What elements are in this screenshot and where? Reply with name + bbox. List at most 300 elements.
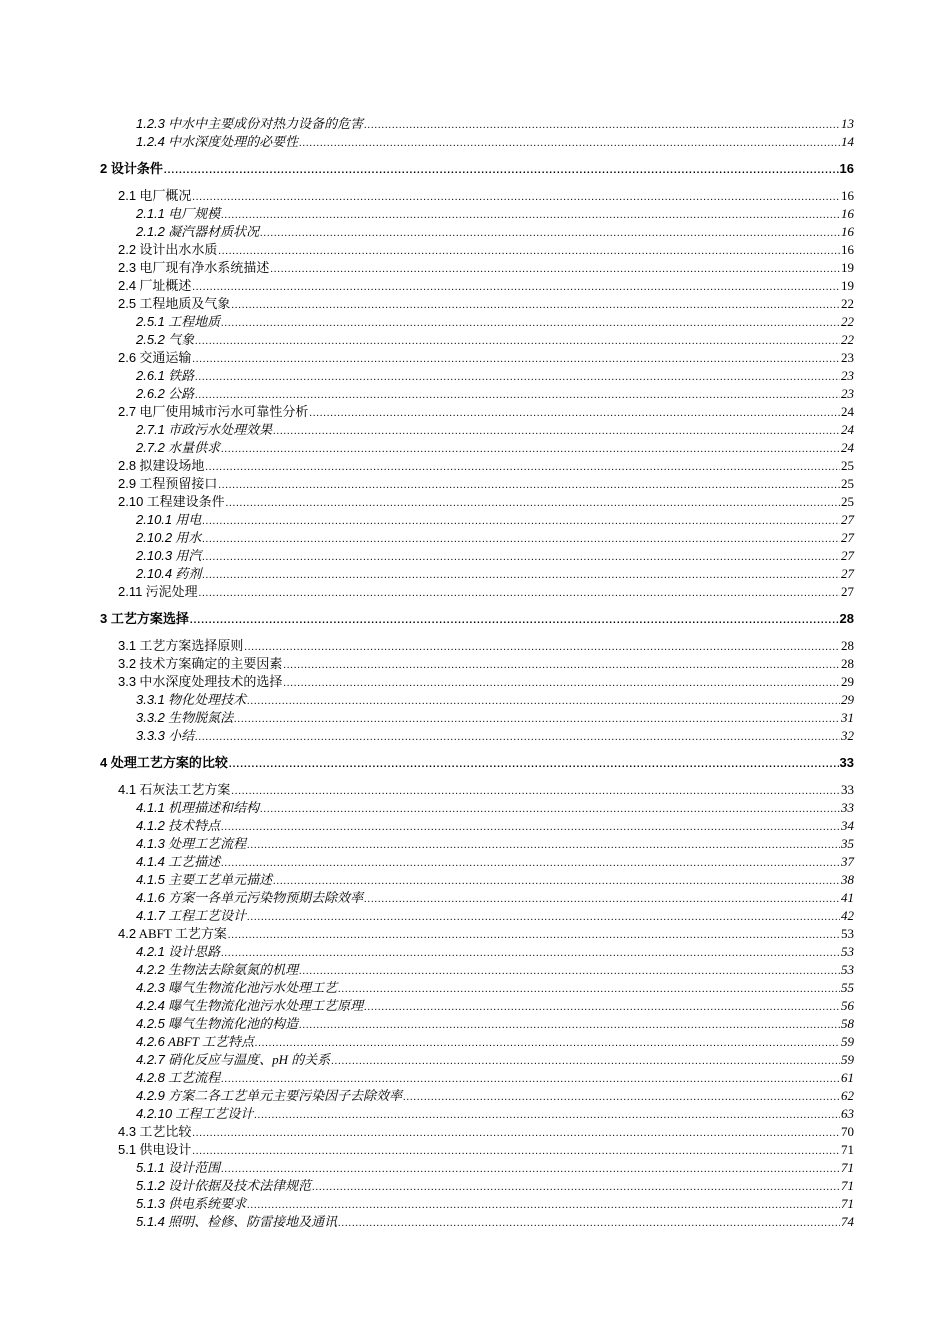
dot-leader — [312, 1177, 840, 1197]
toc-entry-number: 2.1.2 — [136, 224, 165, 239]
toc-entry-number: 4.1.2 — [136, 818, 165, 833]
toc-entry-title: 照明、检修、防雷接地及通讯 — [168, 1214, 338, 1229]
toc-entry[interactable] — [100, 295, 854, 313]
toc-entry-page-number: 19 — [841, 260, 854, 275]
dot-leader — [247, 691, 840, 711]
toc-entry-label — [136, 979, 337, 997]
toc-entry-label — [136, 1195, 246, 1213]
toc-entry-title: 用水 — [175, 530, 202, 545]
toc-entry-page-number: 59 — [841, 1052, 854, 1067]
toc-entry-number: 4.2.8 — [136, 1070, 165, 1085]
toc-entry-page-number: 28 — [841, 638, 854, 653]
toc-entry-label — [118, 277, 191, 295]
toc-entry-title: 处理工艺流程 — [168, 836, 247, 851]
toc-entry-page-number: 37 — [841, 854, 854, 869]
toc-entry-number: 2.2 — [118, 242, 137, 257]
dot-leader — [218, 475, 840, 495]
toc-entry[interactable] — [100, 979, 854, 997]
dot-leader — [205, 457, 840, 477]
toc-entry-number: 4.2.3 — [136, 980, 165, 995]
toc-entry-title: 工艺流程 — [168, 1070, 221, 1085]
toc-entry-title: 工艺描述 — [168, 854, 221, 869]
toc-entry[interactable] — [100, 655, 854, 673]
toc-entry-label — [118, 241, 217, 259]
toc-entry-page-number: 28 — [841, 656, 854, 671]
toc-entry-title: 工艺方案选择原则 — [139, 638, 244, 653]
toc-entry-label — [136, 205, 220, 223]
dot-leader — [164, 160, 839, 180]
toc-entry-label — [136, 1051, 330, 1069]
toc-entry-number: 3.3 — [118, 674, 137, 689]
toc-entry[interactable] — [100, 781, 854, 799]
toc-entry-page-number: 58 — [841, 1016, 854, 1031]
toc-entry-number: 5.1.4 — [136, 1214, 165, 1229]
toc-entry-label — [136, 133, 298, 151]
toc-entry-title: 小结 — [168, 728, 195, 743]
toc-entry-title: 工程建设条件 — [146, 494, 225, 509]
dot-leader — [364, 115, 840, 135]
toc-entry[interactable] — [100, 565, 854, 583]
toc-entry-number: 2.1 — [118, 188, 137, 203]
toc-entry-number: 4.2.7 — [136, 1052, 165, 1067]
toc-entry[interactable] — [100, 583, 854, 601]
dot-leader — [195, 727, 840, 747]
toc-entry[interactable] — [100, 421, 854, 439]
toc-entry-label — [136, 1177, 311, 1195]
toc-entry-label — [136, 511, 201, 529]
toc-entry[interactable] — [100, 1213, 854, 1231]
toc-entry[interactable] — [100, 889, 854, 907]
toc-entry-label — [136, 961, 298, 979]
toc-entry-title: 污泥处理 — [145, 584, 198, 599]
toc-entry-page-number: 33 — [841, 800, 854, 815]
toc-entry-page-number: 55 — [841, 980, 854, 995]
toc-entry-number: 4.3 — [118, 1124, 137, 1139]
dot-leader — [247, 835, 840, 855]
toc-entry[interactable] — [100, 1033, 854, 1051]
toc-entry[interactable] — [100, 997, 854, 1015]
toc-entry-title: 设计依据及技术法律规范 — [168, 1178, 312, 1193]
dot-leader — [192, 1141, 840, 1161]
toc-entry[interactable] — [100, 547, 854, 565]
toc-entry-title: 技术方案确定的主要因素 — [139, 656, 283, 671]
toc-entry-number: 2.5 — [118, 296, 137, 311]
dot-leader — [228, 925, 840, 945]
toc-entry[interactable] — [100, 925, 854, 943]
toc-entry-page-number: 29 — [841, 692, 854, 707]
toc-entry-page-number: 53 — [841, 926, 854, 941]
toc-entry-title: 设计范围 — [168, 1160, 221, 1175]
toc-entry-number: 2.10 — [118, 494, 144, 509]
toc-entry-label — [136, 547, 201, 565]
toc-entry-label — [136, 439, 220, 457]
dot-leader — [231, 295, 840, 315]
toc-entry-title: 电厂规模 — [168, 206, 221, 221]
toc-entry-title: 铁路 — [168, 368, 195, 383]
toc-entry-page-number: 29 — [841, 674, 854, 689]
toc-entry-label — [118, 295, 230, 313]
toc-entry-label — [136, 529, 201, 547]
toc-entry[interactable] — [100, 853, 854, 871]
dot-leader — [331, 1051, 840, 1071]
toc-entry[interactable] — [100, 403, 854, 421]
toc-entry-title: 生物法去除氨氮的机理 — [168, 962, 299, 977]
dot-leader — [221, 817, 840, 837]
toc-entry-title: 工艺比较 — [139, 1124, 192, 1139]
toc-entry-number: 2.9 — [118, 476, 137, 491]
dot-leader — [221, 853, 840, 873]
toc-entry-page-number: 25 — [841, 476, 854, 491]
dot-leader — [283, 673, 840, 693]
toc-entry[interactable] — [100, 205, 854, 223]
toc-entry-page-number: 27 — [841, 584, 854, 599]
toc-entry-label — [136, 835, 246, 853]
toc-entry-label — [118, 583, 198, 601]
toc-entry-number: 2.6 — [118, 350, 137, 365]
dot-leader — [190, 610, 839, 630]
toc-entry-page-number: 41 — [841, 890, 854, 905]
toc-entry-number: 4.1.7 — [136, 908, 165, 923]
toc-entry-label — [100, 754, 228, 772]
toc-entry[interactable] — [100, 367, 854, 385]
toc-entry-label — [136, 421, 272, 439]
toc-entry-label — [136, 709, 233, 727]
toc-entry-number: 4.2.4 — [136, 998, 165, 1013]
toc-entry-number: 2.6.2 — [136, 386, 165, 401]
toc-entry-title: 设计出水水质 — [139, 242, 218, 257]
toc-entry-number: 2.4 — [118, 278, 137, 293]
toc-entry-label — [136, 1015, 298, 1033]
toc-entry-title: 设计条件 — [110, 161, 163, 176]
toc-entry[interactable] — [100, 1105, 854, 1123]
toc-entry-page-number: 23 — [841, 368, 854, 383]
toc-entry-page-number: 33 — [839, 755, 854, 770]
toc-entry-page-number: 31 — [841, 710, 854, 725]
toc-entry[interactable] — [100, 277, 854, 295]
toc-entry-title: 物化处理技术 — [168, 692, 247, 707]
toc-entry[interactable] — [100, 1123, 854, 1141]
toc-entry[interactable] — [100, 1051, 854, 1069]
toc-entry-title: 公路 — [168, 386, 195, 401]
dot-leader — [221, 313, 840, 333]
toc-entry-number: 2.3 — [118, 260, 137, 275]
toc-entry-page-number: 27 — [841, 530, 854, 545]
toc-entry[interactable] — [100, 1087, 854, 1105]
toc-entry[interactable] — [100, 133, 854, 151]
toc-entry-page-number: 25 — [841, 494, 854, 509]
toc-entry[interactable] — [100, 1195, 854, 1213]
toc-entry[interactable] — [100, 223, 854, 241]
toc-entry[interactable] — [100, 439, 854, 457]
toc-entry-number: 4 — [100, 755, 108, 770]
toc-entry-title: 水量供求 — [168, 440, 221, 455]
toc-entry-page-number: 27 — [841, 548, 854, 563]
toc-entry[interactable] — [100, 1177, 854, 1195]
dot-leader — [299, 961, 840, 981]
toc-entry-number: 4.2.9 — [136, 1088, 165, 1103]
toc-entry-label — [136, 385, 194, 403]
toc-entry-title: 机理描述和结构 — [168, 800, 260, 815]
toc-entry-label — [136, 943, 220, 961]
toc-entry-label — [136, 817, 220, 835]
toc-entry[interactable] — [100, 115, 854, 133]
toc-entry-number: 5.1 — [118, 1142, 137, 1157]
dot-leader — [202, 511, 840, 531]
toc-entry[interactable] — [100, 160, 854, 178]
toc-entry-page-number: 19 — [841, 278, 854, 293]
toc-entry[interactable] — [100, 385, 854, 403]
toc-entry-number: 2 — [100, 161, 108, 176]
toc-entry[interactable] — [100, 493, 854, 511]
toc-entry-label — [118, 457, 204, 475]
toc-entry-page-number: 24 — [841, 404, 854, 419]
toc-entry-number: 2.10.2 — [136, 530, 173, 545]
toc-entry-number: 4.2.6 — [136, 1034, 165, 1049]
toc-entry-number: 1.2.4 — [136, 134, 165, 149]
toc-entry-page-number: 24 — [841, 422, 854, 437]
toc-entry[interactable] — [100, 799, 854, 817]
toc-entry-title: 中水中主要成份对热力设备的危害 — [168, 116, 364, 131]
dot-leader — [221, 439, 840, 459]
dot-leader — [231, 781, 840, 801]
dot-leader — [192, 277, 840, 297]
toc-entry-number: 4.1.1 — [136, 800, 165, 815]
toc-entry-title: 厂址概述 — [139, 278, 192, 293]
toc-entry-page-number: 22 — [841, 332, 854, 347]
toc-entry-number: 1.2.3 — [136, 116, 165, 131]
toc-entry-label — [100, 160, 163, 178]
toc-entry-page-number: 33 — [841, 782, 854, 797]
toc-entry[interactable] — [100, 313, 854, 331]
dot-leader — [192, 349, 840, 369]
toc-entry-page-number: 13 — [841, 116, 854, 131]
dot-leader — [199, 583, 840, 603]
dot-leader — [403, 1087, 840, 1107]
toc-entry-label — [136, 871, 272, 889]
toc-entry-number: 2.10.4 — [136, 566, 173, 581]
toc-entry-label — [136, 331, 194, 349]
toc-entry-label — [118, 403, 308, 421]
toc-entry-title: 用汽 — [175, 548, 202, 563]
toc-entry-page-number: 71 — [841, 1160, 854, 1175]
toc-entry-label — [118, 673, 282, 691]
toc-entry-title: ABFT 工艺方案 — [138, 926, 227, 941]
toc-entry[interactable] — [100, 511, 854, 529]
toc-entry-title: 技术特点 — [168, 818, 221, 833]
toc-entry-label — [136, 691, 246, 709]
toc-entry-label — [118, 637, 243, 655]
toc-entry-title: 主要工艺单元描述 — [168, 872, 273, 887]
toc-entry-label — [136, 565, 201, 583]
toc-entry-number: 5.1.1 — [136, 1160, 165, 1175]
toc-entry-label — [136, 367, 194, 385]
toc-entry[interactable] — [100, 331, 854, 349]
toc-entry-title: 供电系统要求 — [168, 1196, 247, 1211]
toc-entry-title: 凝汽器材质状况 — [168, 224, 260, 239]
dot-leader — [234, 709, 840, 729]
toc-entry[interactable] — [100, 961, 854, 979]
toc-entry[interactable] — [100, 475, 854, 493]
toc-entry[interactable] — [100, 457, 854, 475]
toc-entry[interactable] — [100, 691, 854, 709]
toc-entry-page-number: 59 — [841, 1034, 854, 1049]
toc-entry-label — [118, 259, 269, 277]
toc-entry-page-number: 63 — [841, 1106, 854, 1121]
toc-entry[interactable] — [100, 871, 854, 889]
toc-entry[interactable] — [100, 727, 854, 745]
toc-entry-number: 4.1.4 — [136, 854, 165, 869]
toc-entry[interactable] — [100, 754, 854, 772]
toc-entry-label — [118, 781, 230, 799]
toc-entry-title: 工程工艺设计 — [175, 1106, 254, 1121]
toc-entry-number: 5.1.2 — [136, 1178, 165, 1193]
toc-entry-title: 用电 — [175, 512, 202, 527]
toc-entry[interactable] — [100, 349, 854, 367]
toc-entry-label — [136, 1105, 253, 1123]
toc-entry[interactable] — [100, 709, 854, 727]
toc-entry[interactable] — [100, 637, 854, 655]
toc-entry-label — [136, 853, 220, 871]
toc-entry-number: 2.8 — [118, 458, 137, 473]
toc-entry-number: 4.2.10 — [136, 1106, 173, 1121]
toc-entry-number: 3.3.3 — [136, 728, 165, 743]
toc-entry-number: 2.1.1 — [136, 206, 165, 221]
dot-leader — [195, 331, 840, 351]
toc-entry[interactable] — [100, 1141, 854, 1159]
toc-entry-title: 电厂概况 — [139, 188, 192, 203]
dot-leader — [338, 1213, 840, 1233]
toc-entry-title: 曝气生物流化池污水处理工艺 — [168, 980, 338, 995]
toc-entry-page-number: 14 — [841, 134, 854, 149]
toc-entry-page-number: 70 — [841, 1124, 854, 1139]
toc-entry-page-number: 74 — [841, 1214, 854, 1229]
dot-leader — [309, 403, 840, 423]
dot-leader — [192, 1123, 840, 1143]
dot-leader — [254, 1105, 840, 1125]
toc-entry-number: 4.2.1 — [136, 944, 165, 959]
toc-entry-title: 工程工艺设计 — [168, 908, 247, 923]
toc-entry-page-number: 42 — [841, 908, 854, 923]
toc-entry-title: ABFT 工艺特点 — [167, 1034, 255, 1049]
toc-entry-number: 4.1.6 — [136, 890, 165, 905]
toc-entry-title: 中水深度处理的必要性 — [168, 134, 299, 149]
toc-entry-number: 4.2 — [118, 926, 137, 941]
toc-entry-title: 设计思路 — [168, 944, 221, 959]
toc-entry-label — [118, 349, 191, 367]
toc-entry-number: 3.3.1 — [136, 692, 165, 707]
toc-entry-page-number: 32 — [841, 728, 854, 743]
dot-leader — [244, 637, 840, 657]
toc-entry-title: 电厂现有净水系统描述 — [139, 260, 270, 275]
toc-entry-page-number: 61 — [841, 1070, 854, 1085]
toc-entry-title: 市政污水处理效果 — [168, 422, 273, 437]
dot-leader — [260, 799, 840, 819]
toc-entry-number: 2.7 — [118, 404, 137, 419]
toc-entry-page-number: 53 — [841, 962, 854, 977]
toc-entry-label — [118, 1123, 191, 1141]
toc-entry[interactable] — [100, 835, 854, 853]
toc-entry-number: 2.10.3 — [136, 548, 173, 563]
toc-entry[interactable] — [100, 241, 854, 259]
toc-entry-label — [136, 313, 220, 331]
dot-leader — [338, 979, 840, 999]
toc-entry-label — [136, 1087, 402, 1105]
toc-entry-page-number: 27 — [841, 566, 854, 581]
toc-entry-page-number: 16 — [841, 206, 854, 221]
toc-entry-page-number: 27 — [841, 512, 854, 527]
toc-entry-label — [118, 187, 191, 205]
toc-entry[interactable] — [100, 817, 854, 835]
toc-entry[interactable] — [100, 259, 854, 277]
dot-leader — [221, 205, 840, 225]
toc-entry[interactable] — [100, 529, 854, 547]
toc-entry-title: 电厂使用城市污水可靠性分析 — [139, 404, 309, 419]
toc-entry-page-number: 62 — [841, 1088, 854, 1103]
toc-entry-title: 方案二各工艺单元主要污染因子去除效率 — [168, 1088, 403, 1103]
toc-entry-label — [136, 1033, 254, 1051]
toc-entry[interactable] — [100, 673, 854, 691]
toc-entry-title: 工程地质 — [168, 314, 221, 329]
toc-entry-number: 4.2.2 — [136, 962, 165, 977]
toc-entry-page-number: 56 — [841, 998, 854, 1013]
toc-entry[interactable] — [100, 187, 854, 205]
toc-entry-page-number: 16 — [841, 188, 854, 203]
dot-leader — [247, 1195, 840, 1215]
dot-leader — [299, 133, 840, 153]
toc-entry-page-number: 23 — [841, 386, 854, 401]
toc-entry-title: 石灰法工艺方案 — [139, 782, 231, 797]
toc-entry-title: 药剂 — [175, 566, 202, 581]
dot-leader — [273, 421, 840, 441]
toc-entry-page-number: 38 — [841, 872, 854, 887]
dot-leader — [255, 1033, 840, 1053]
toc-entry-label — [118, 925, 227, 943]
dot-leader — [218, 241, 840, 261]
toc-entry[interactable] — [100, 610, 854, 628]
toc-entry[interactable] — [100, 1015, 854, 1033]
toc-entry-label — [118, 655, 282, 673]
toc-entry-page-number: 71 — [841, 1142, 854, 1157]
toc-entry-number: 2.10.1 — [136, 512, 173, 527]
dot-leader — [364, 997, 840, 1017]
toc-entry[interactable] — [100, 1159, 854, 1177]
toc-entry-page-number: 16 — [841, 224, 854, 239]
toc-entry-page-number: 22 — [841, 296, 854, 311]
toc-entry-title: 交通运输 — [139, 350, 192, 365]
dot-leader — [247, 907, 840, 927]
dot-leader — [226, 493, 840, 513]
toc-entry[interactable] — [100, 943, 854, 961]
toc-entry-label — [100, 610, 189, 628]
toc-entry-title: 曝气生物流化池的构造 — [168, 1016, 299, 1031]
toc-entry-label — [136, 1213, 337, 1231]
toc-entry-number: 2.7.2 — [136, 440, 165, 455]
toc-entry-page-number: 28 — [839, 611, 854, 626]
dot-leader — [195, 367, 840, 387]
toc-entry[interactable] — [100, 1069, 854, 1087]
toc-entry-number: 2.6.1 — [136, 368, 165, 383]
toc-entry-page-number: 22 — [841, 314, 854, 329]
toc-entry[interactable] — [100, 907, 854, 925]
toc-entry-title: 工程地质及气象 — [139, 296, 231, 311]
toc-entry-title: 处理工艺方案的比较 — [110, 755, 228, 770]
dot-leader — [260, 223, 840, 243]
toc-entry-title: 拟建设场地 — [139, 458, 205, 473]
dot-leader — [221, 1069, 840, 1089]
toc-entry-number: 2.7.1 — [136, 422, 165, 437]
dot-leader — [283, 655, 840, 675]
toc-entry-number: 2.11 — [118, 584, 143, 599]
